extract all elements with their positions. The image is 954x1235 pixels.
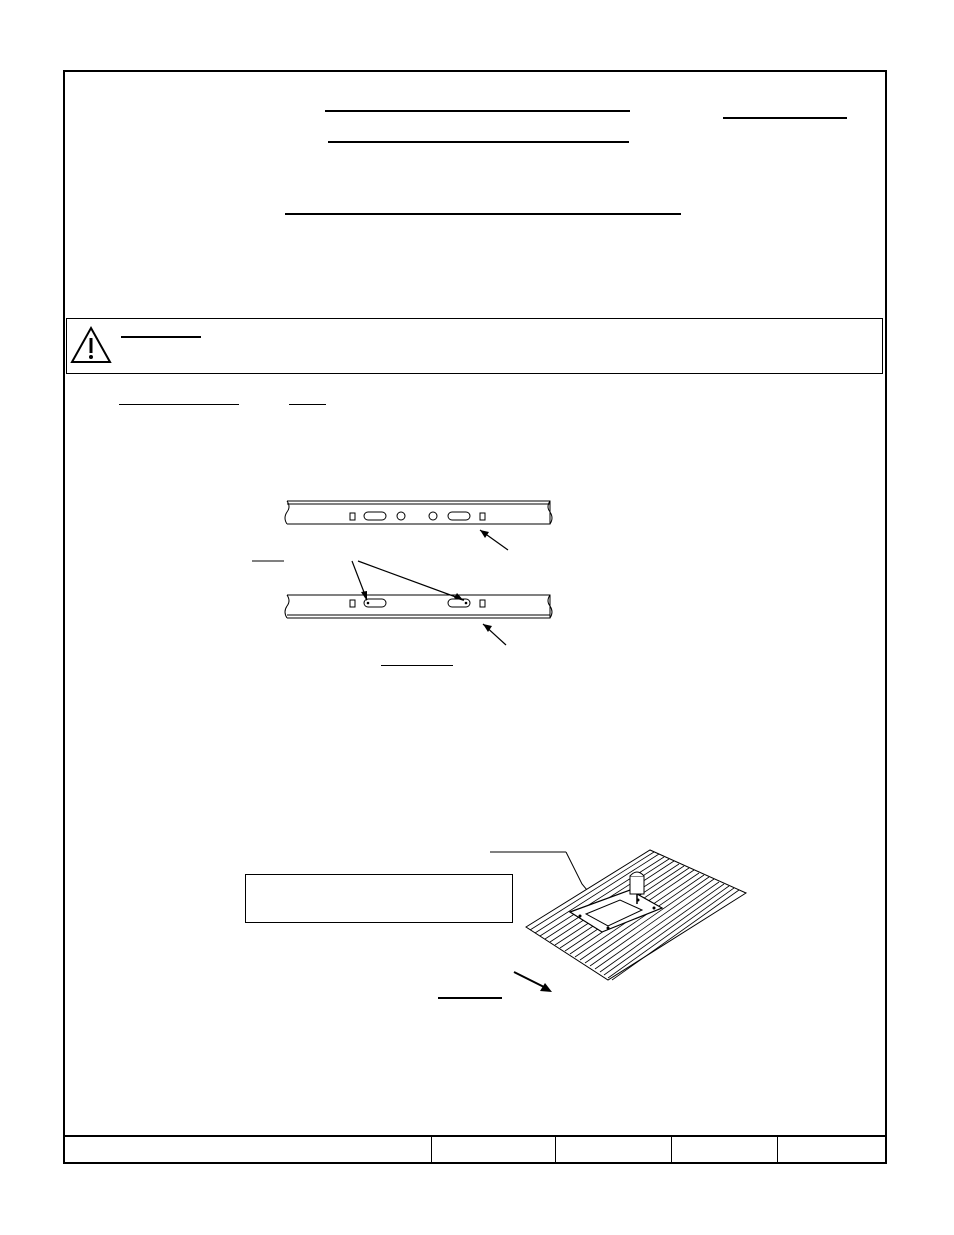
footer-divider-3 bbox=[671, 1137, 672, 1164]
direction-arrow-icon bbox=[512, 970, 556, 996]
rail-top bbox=[285, 501, 552, 524]
footer-divider-2 bbox=[555, 1137, 556, 1164]
footer-divider-1 bbox=[431, 1137, 432, 1164]
step-heading-underline bbox=[119, 404, 239, 405]
title-underline-1 bbox=[325, 110, 630, 112]
note-box bbox=[245, 874, 513, 923]
figure2-caption-underline bbox=[438, 997, 502, 999]
step-ref-underline bbox=[289, 404, 326, 405]
footer-divider-4 bbox=[777, 1137, 778, 1164]
rail-bottom bbox=[285, 595, 552, 618]
doc-number-underline bbox=[723, 117, 847, 119]
footer-title-block bbox=[63, 1135, 887, 1164]
warning-box bbox=[66, 318, 883, 374]
title-underline-2 bbox=[328, 141, 629, 143]
warning-triangle-icon bbox=[70, 326, 112, 364]
roof-mount-drawing bbox=[490, 848, 750, 983]
warning-label-underline bbox=[121, 336, 201, 338]
subtitle-underline bbox=[285, 213, 681, 215]
rail-profile-drawing bbox=[240, 495, 570, 655]
figure1-caption-underline bbox=[381, 665, 453, 666]
